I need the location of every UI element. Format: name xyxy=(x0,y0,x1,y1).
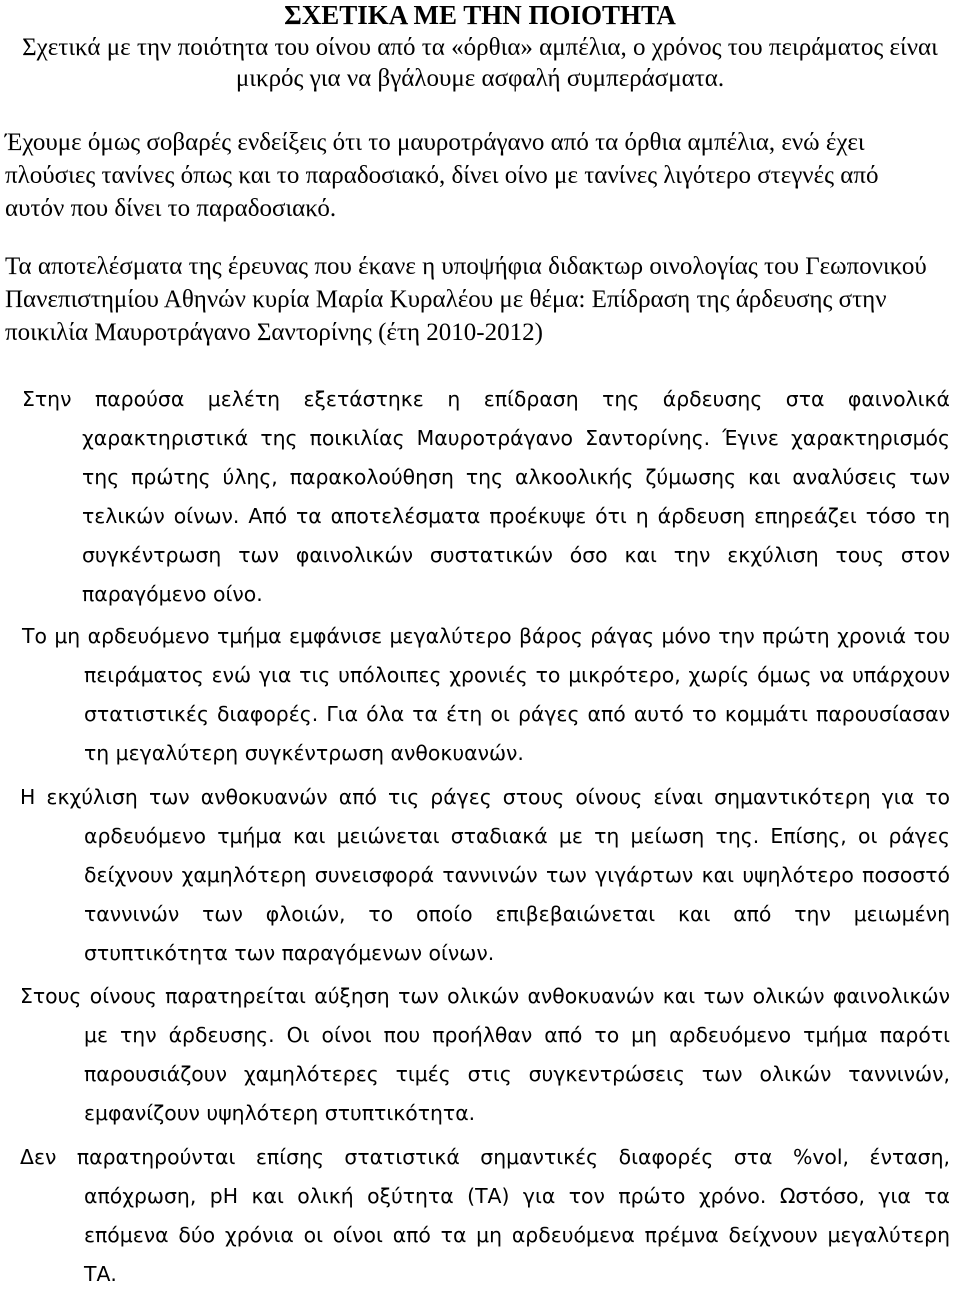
finding-paragraph-3: Η εκχύλιση των ανθοκυανών από τις ράγες στους οίνους είναι σημαντικότερη για το αρδευόμενο τμήμα και μειώνεται σταδιακά με τη μείωση της. Επίσης, οι ράγες δείχνουν χαμηλότερη συνεισφορά ταννινών των γιγάρτων και υψηλότερο ποσοστό ταννινών των φλοιών, το οποίο επιβεβαιώνεται και από την μειωμένη στυπτικότητα των παραγόμενων οίνων. xyxy=(20,785,950,965)
evidence-paragraph: Έχουμε όμως σοβαρές ενδείξεις ότι το μαυροτράγανο από τα όρθια αμπέλια, ενώ έχει πλούσιες τανίνες όπως και το παραδοσιακό, δίνει οίνο με τανίνες λιγότερο στεγνές από αυτόν που δίνει το παραδοσιακό. xyxy=(5,129,879,222)
finding-paragraph-1: Στην παρούσα μελέτη εξετάστηκε η επίδραση της άρδευσης στα φαινολικά χαρακτηριστικά της ποικιλίας Μαυροτράγανο Σαντορίνης. Έγινε χαρακτηρισμός της πρώτης ύλης, παρακολούθηση της αλκοολικής ζύμωσης και αναλύσεις των τελικών οίνων. Από τα αποτελέσματα προέκυψε ότι η άρδευση επηρεάζει τόσο τη συγκέντρωση των φαινολικών συστατικών όσο και την εκχύλιση τους στον παραγόμενο οίνο. xyxy=(22,387,950,606)
finding-paragraph-5: Δεν παρατηρούνται επίσης στατιστικά σημαντικές διαφορές στα %vol, ένταση, απόχρωση, pH και ολική οξύτητα (ΤΑ) για τον πρώτο χρόνο. Ωστόσο, για τα επόμενα δύο χρόνια οι οίνοι από τα μη αρδευόμενα πρέμνα δείχνουν μεγαλύτερη ΤΑ. xyxy=(20,1145,950,1286)
finding-paragraph-4: Στους οίνους παρατηρείται αύξηση των ολικών ανθοκυανών και των ολικών φαινολικών με την άρδευσης. Οι οίνοι που προήλθαν από το μη αρδευόμενο τμήμα παρότι παρουσιάζουν χαμηλότερες τιμές στις συγκεντρώσεις των ολικών ταννινών, εμφανίζουν υψηλότερη στυπτικότητα. xyxy=(20,984,950,1125)
intro-paragraph: Σχετικά με την ποιότητα του οίνου από τα «όρθια» αμπέλια, ο χρόνος του πειράματος είναι μικρός για να βγάλουμε ασφαλή συμπεράσματα. xyxy=(22,34,938,92)
research-paragraph: Τα αποτελέσματα της έρευνας που έκανε η υποψήφια διδακτωρ οινολογίας του Γεωπονικού Πανεπιστημίου Αθηνών κυρία Μαρία Κυραλέου με θέμα: Επίδραση της άρδευσης στην ποικιλία Μαυροτράγανο Σαντορίνης (έτη 2010-2012) xyxy=(5,253,927,346)
section-title: ΣΧΕΤΙΚΑ ΜΕ ΤΗΝ ΠΟΙΟΤΗΤΑ xyxy=(284,0,676,30)
finding-paragraph-2: Το μη αρδευόμενο τμήμα εμφάνισε μεγαλύτερο βάρος ράγας μόνο την πρώτη χρονιά του πειράματος ενώ για τις υπόλοιπες χρονιές το μικρότερο, χωρίς όμως να υπάρχουν στατιστικές διαφορές. Για όλα τα έτη οι ράγες από αυτό το κομμάτι παρουσίασαν τη μεγαλύτερη συγκέντρωση ανθοκυανών. xyxy=(22,624,950,765)
